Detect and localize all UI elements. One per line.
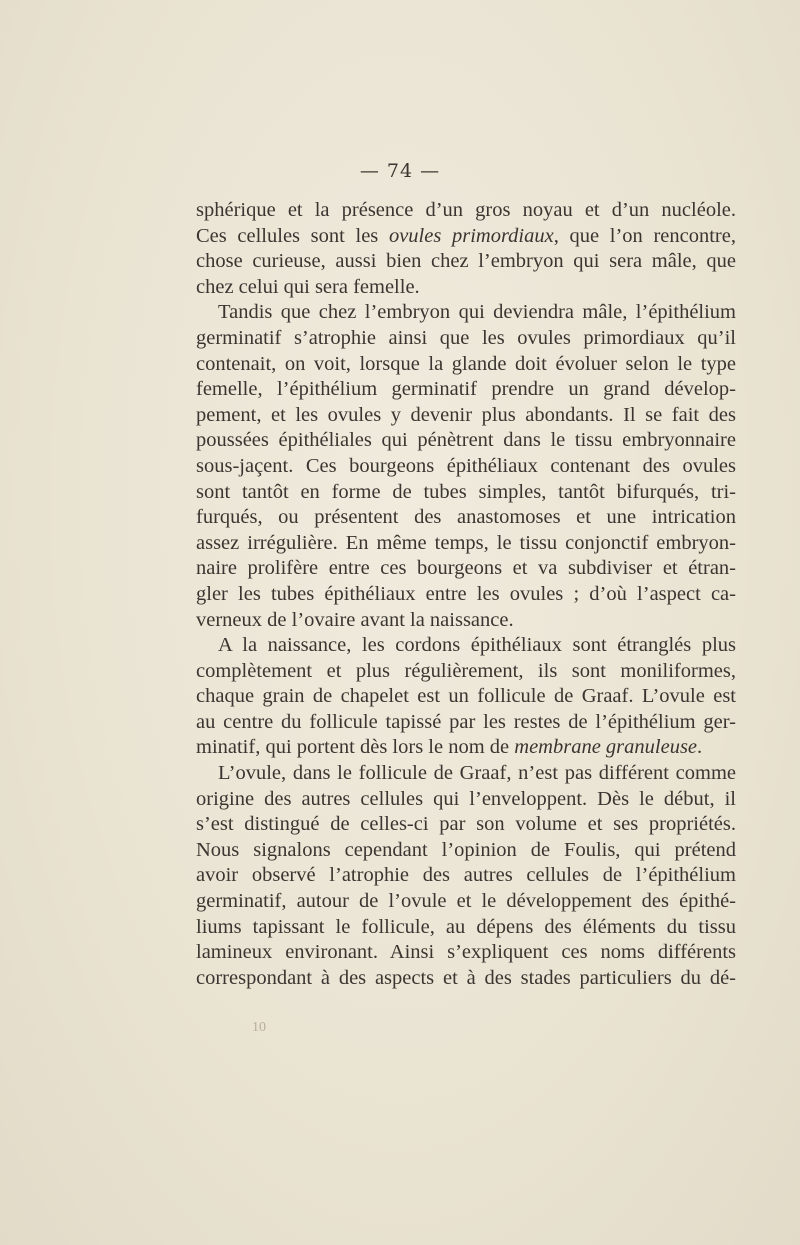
text-line: lamineux environant. Ainsi s’expliquent ces noms différents [196,941,736,964]
text-line: A la naissance, les cordons épithéliaux sont étranglés plus [218,634,736,657]
text-line: sphérique et la présence d’un gros noyau et d’un nucléole. [196,199,736,221]
text-line: sous-jaçent. Ces bourgeons épithéliaux contenant des ovules [196,454,736,477]
italic-term: membrane granuleuse [514,736,698,759]
text-segment: Ces cellules sont les [196,224,389,247]
text-line: sont tantôt en forme de tubes simples, tantôt bifurqués, tri- [196,480,736,503]
text-line: pement, et les ovules y devenir plus abondants. Il se fait des [196,403,736,426]
text-line: germinatif, autour de l’ovule et le développement des épithé- [196,890,736,913]
text-line: assez irrégulière. En même temps, le tissu conjonctif embryon- [196,531,736,554]
text-line: femelle, l’épithélium germinatif prendre un grand dévelop- [196,378,736,401]
text-line: chez celui qui sera femelle. [196,275,420,298]
page-number: — 74 — [359,160,441,182]
text-line: germinatif s’atrophie ainsi que les ovules primordiaux qu’il [196,326,736,349]
margin-mark: 10 [252,1020,266,1035]
text-segment: minatif, qui portent dès lors le nom de [196,736,515,759]
text-line: chose curieuse, aussi bien chez l’embryon qui sera mâle, que [196,250,736,273]
text-line: Nous signalons cependant l’opinion de Foulis, qui prétend [196,838,736,861]
text-segment: , que l’on rencontre, [553,224,736,247]
text-line: s’est distingué de celles-ci par son volume et ses propriétés. [196,813,736,836]
body-text [196,198,736,991]
italic-term: ovules primordiaux [388,224,554,247]
text-line: poussées épithéliales qui pénètrent dans le tissu embryonnaire [196,429,736,452]
text-line: contenait, on voit, lorsque la glande doit évoluer selon le type [196,352,736,375]
text-line: chaque grain de chapelet est un follicule de Graaf. L’ovule est [196,685,736,708]
text-segment: . [697,736,703,759]
text-line: au centre du follicule tapissé par les restes de l’épithélium ger- [196,710,736,733]
text-line: correspondant à des aspects et à des stades particuliers du dé- [196,966,736,989]
text-line: liums tapissant le follicule, au dépens des éléments du tissu [196,915,736,938]
text-line: complètement et plus régulièrement, ils sont moniliformes, [196,659,736,682]
text-line: furqués, ou présentent des anastomoses et une intrication [196,506,736,529]
text-line [196,224,736,250]
text-line: gler les tubes épithéliaux entre les ovules ; d’où l’aspect ca- [196,582,736,605]
text-line: L’ovule, dans le follicule de Graaf, n’est pas différent comme [218,762,736,785]
text-line: origine des autres cellules qui l’enveloppent. Dès le début, il [196,787,736,810]
text-line [196,735,736,761]
text-line: avoir observé l’atrophie des autres cellules de l’épithélium [196,864,736,887]
text-line: verneux de l’ovaire avant la naissance. [196,608,514,631]
text-line: naire prolifère entre ces bourgeons et va subdiviser et étran- [196,557,736,580]
text-line: Tandis que chez l’embryon qui deviendra mâle, l’épithélium [218,301,736,324]
